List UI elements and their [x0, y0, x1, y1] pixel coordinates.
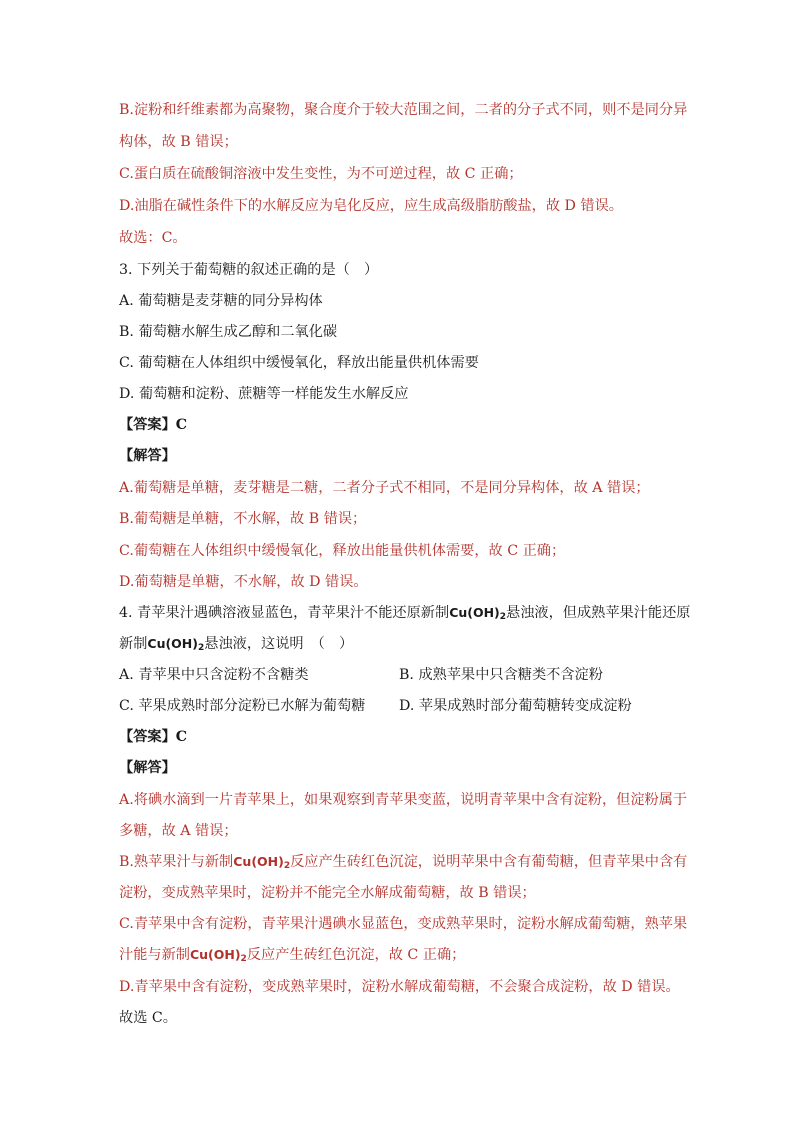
q4-stem-line2 — [119, 634, 689, 658]
explanation-d: D.油脂在碱性条件下的水解反应为皂化反应，应生成高级脂肪酸盐，故 D 错误。 — [119, 198, 623, 214]
q3-analysis-d: D.葡萄糖是单糖，不水解，故 D 错误。 — [119, 574, 368, 590]
explanation-b-line2: 构体，故 B 错误； — [119, 134, 238, 150]
q4-option-b: B. 成熟苹果中只含糖类不含淀粉 — [399, 667, 603, 683]
formula-cu-oh-2: $Cu(OH)_2$ — [233, 854, 291, 871]
q4-stem-text-1: 4. 青苹果汁遇碘溶液显蓝色，青苹果汁不能还原新制 — [119, 605, 450, 621]
q4-stem-text-3: 新制 — [119, 636, 148, 652]
q4-analysis-d: D.青苹果中含有淀粉，变成熟苹果时，淀粉水解成葡萄糖，不会聚合成淀粉，故 D 错误。 — [119, 979, 680, 995]
q3-option-d: D. 葡萄糖和淀粉、蔗糖等一样能发生水解反应 — [119, 386, 409, 402]
q4-analysis-c-text-1: 汁能与新制 — [119, 947, 190, 963]
q4-analysis-label: 【解答】 — [119, 760, 176, 776]
q4-options-row2 — [119, 696, 689, 716]
formula-cu-oh-2: $Cu(OH)_2$ — [189, 947, 247, 964]
explanation-c: C.蛋白质在硫酸铜溶液中发生变性，为不可逆过程，故 C 正确； — [119, 166, 523, 182]
formula-cu-oh-2: $Cu(OH)_2$ — [147, 636, 205, 653]
q4-analysis-b-text-1: B.熟苹果汁与新制 — [119, 854, 234, 870]
q4-analysis-b-text-2: 反应产生砖红色沉淀，说明苹果中含有葡萄糖，但青苹果中含有 — [290, 854, 688, 870]
explanation-b-line1: B.淀粉和纤维素都为高聚物，聚合度介于较大范围之间，二者的分子式不同，则不是同分异 — [119, 102, 688, 118]
q4-answer: 【答案】C — [119, 729, 188, 745]
q3-analysis-label: 【解答】 — [119, 448, 176, 464]
q4-analysis-b-line1 — [119, 852, 689, 876]
q4-analysis-c-line1: C.青苹果中含有淀粉，青苹果汁遇碘水显蓝色，变成熟苹果时，淀粉水解成葡萄糖，熟苹果 — [119, 916, 688, 932]
q4-analysis-c-text-2: 反应产生砖红色沉淀，故 C 正确； — [246, 947, 466, 963]
formula-cu-oh-2: $Cu(OH)_2$ — [449, 605, 507, 622]
q4-analysis-a-line2: 多糖，故 A 错误； — [119, 823, 238, 839]
explanation-pick: 故选：C。 — [119, 230, 187, 246]
q3-answer: 【答案】C — [119, 417, 188, 433]
q4-stem-text-2: 悬浊液，但成熟苹果汁能还原 — [506, 605, 691, 621]
q4-option-a: A. 青苹果中只含淀粉不含糖类 — [119, 667, 309, 683]
q4-option-d: D. 苹果成熟时部分葡萄糖转变成淀粉 — [399, 698, 632, 714]
q4-stem-line1 — [119, 603, 689, 627]
q3-option-a: A. 葡萄糖是麦芽糖的同分异构体 — [119, 293, 323, 309]
q3-option-c: C. 葡萄糖在人体组织中缓慢氧化，释放出能量供机体需要 — [119, 355, 479, 371]
q3-analysis-b: B.葡萄糖是单糖，不水解，故 B 错误； — [119, 511, 367, 527]
q3-option-b: B. 葡萄糖水解生成乙醇和二氧化碳 — [119, 324, 338, 340]
q4-stem-text-4: 悬浊液，这说明 （ ） — [204, 636, 354, 652]
q4-analysis-a-line1: A.将碘水滴到一片青苹果上，如果观察到青苹果变蓝，说明青苹果中含有淀粉，但淀粉属于 — [119, 792, 688, 808]
q4-option-c: C. 苹果成熟时部分淀粉已水解为葡萄糖 — [119, 698, 366, 714]
q3-analysis-a: A.葡萄糖是单糖，麦芽糖是二糖，二者分子式不相同，不是同分异构体，故 A 错误； — [119, 480, 650, 496]
q3-stem: 3. 下列关于葡萄糖的叙述正确的是（ ） — [119, 262, 379, 278]
q4-pick: 故选 C。 — [119, 1010, 177, 1026]
q3-analysis-c: C.葡萄糖在人体组织中缓慢氧化，释放出能量供机体需要，故 C 正确； — [119, 543, 566, 559]
q4-options-row1 — [119, 665, 689, 685]
q4-analysis-b-line2: 淀粉，变成熟苹果时，淀粉并不能完全水解成葡萄糖，故 B 错误； — [119, 885, 536, 901]
q4-analysis-c-line2 — [119, 945, 689, 969]
